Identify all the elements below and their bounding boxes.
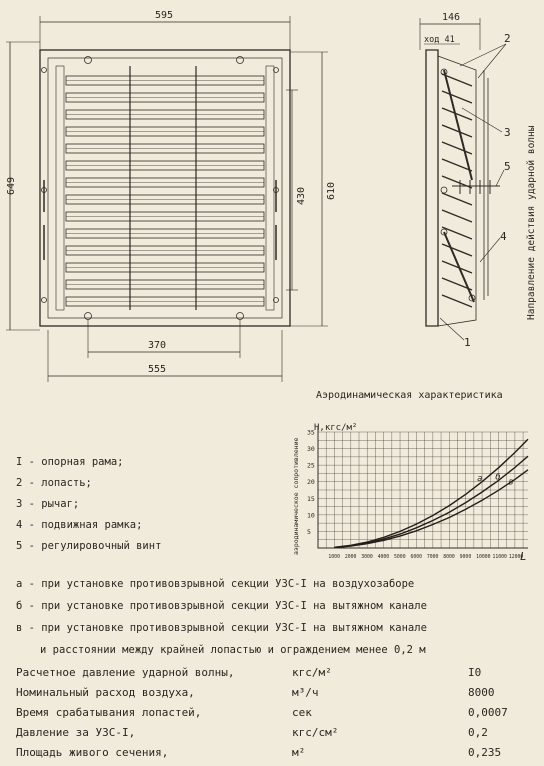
spec-unit: кгс/м² xyxy=(292,666,332,679)
spec-name: Номинальный расход воздуха, xyxy=(16,686,195,699)
callout-4: 4 xyxy=(500,230,507,243)
spec-row xyxy=(16,666,536,684)
spec-row xyxy=(16,706,536,724)
legend-item: 5 - регулировочный винт xyxy=(16,540,162,552)
dim-height-left: 649 xyxy=(6,176,17,195)
x-tick-label: 1000 xyxy=(328,555,340,560)
side-blade xyxy=(442,142,472,154)
dim-stroke: ход 41 xyxy=(424,35,455,45)
dim-width-inner: 370 xyxy=(148,340,167,351)
spec-name: Время срабатывания лопастей, xyxy=(16,706,202,719)
note-line: а - при установке противовзрывной секции УЗС-I на воздухозаборе xyxy=(16,578,415,590)
x-tick-label: 10000 xyxy=(476,555,491,560)
y-tick-label: 10 xyxy=(307,511,315,520)
dim-side-width: 146 xyxy=(442,12,461,23)
chart-ylabel: Н,кгс/м² xyxy=(314,423,358,433)
spec-unit: м³/ч xyxy=(292,686,319,699)
y-tick-label: 35 xyxy=(307,428,315,437)
x-tick-label: 3000 xyxy=(361,555,373,560)
chart-ylabel-side: аэродинамическое сопротивление xyxy=(292,437,300,555)
x-tick-label: 8000 xyxy=(443,555,455,560)
x-tick-label: 7000 xyxy=(426,555,439,560)
dim-width-top: 595 xyxy=(155,10,174,21)
x-tick-label: 5000 xyxy=(394,555,406,560)
spec-value: 0,235 xyxy=(468,746,502,759)
dim-height-outer: 610 xyxy=(326,181,337,200)
chart-grid xyxy=(318,426,528,548)
y-tick-label: 15 xyxy=(307,494,315,503)
chart-axes xyxy=(318,426,528,548)
x-tick-label: 12000 xyxy=(508,555,524,560)
dim-height-inner: 430 xyxy=(296,186,307,205)
spec-value: I0 xyxy=(468,666,482,679)
spec-name: Давление за УЗС-I, xyxy=(16,726,136,739)
chart-title: Аэродинамическая характеристика xyxy=(316,390,503,401)
series-label: а xyxy=(477,474,483,485)
blades-group xyxy=(66,76,264,306)
dim-width-bottom: 555 xyxy=(148,364,167,375)
spec-value: 0,0007 xyxy=(468,706,508,719)
callout-5: 5 xyxy=(504,160,511,173)
side-blade xyxy=(442,210,472,222)
callout-2: 2 xyxy=(504,32,511,45)
callout-1: 1 xyxy=(464,336,471,349)
side-blade xyxy=(442,295,472,307)
x-tick-label: 4000 xyxy=(377,555,390,560)
shockwave-direction-label: Направление действия ударной волны xyxy=(526,125,537,320)
spec-unit: м² xyxy=(292,746,306,759)
spec-value: 0,2 xyxy=(468,726,488,739)
side-blade xyxy=(442,193,472,205)
spec-name: Расчетное давление ударной волны, xyxy=(16,666,235,679)
note-line: и расстоянии между крайней лопастью и ограждением менее 0,2 м xyxy=(40,644,426,656)
series-line-2 xyxy=(334,470,528,548)
note-line: б - при установке противовзрывной секции УЗС-I на вытяжном канале xyxy=(16,600,427,612)
spec-row xyxy=(16,746,536,764)
x-tick-label: 9000 xyxy=(459,555,472,560)
note-line: в - при установке противовзрывной секции УЗС-I на вытяжном канале xyxy=(16,622,427,634)
spec-unit: кгс/см² xyxy=(292,726,339,739)
series-label: в xyxy=(508,477,514,488)
x-tick-label: 11000 xyxy=(492,555,507,560)
spec-value: 8000 xyxy=(468,686,495,699)
side-blade xyxy=(442,125,472,137)
y-tick-label: 30 xyxy=(307,445,315,454)
side-blade xyxy=(442,244,472,256)
callout-3: 3 xyxy=(504,126,511,139)
spec-row xyxy=(16,686,536,704)
side-blade xyxy=(442,91,472,103)
chart-xlabel: L xyxy=(520,550,527,563)
x-tick-label: 6000 xyxy=(410,555,422,560)
series-line-1 xyxy=(334,456,528,547)
y-tick-label: 5 xyxy=(307,527,311,536)
series-label: б xyxy=(495,472,501,483)
spec-row xyxy=(16,726,536,744)
chart-series xyxy=(334,439,528,547)
x-tick-label: 2000 xyxy=(344,555,357,560)
spec-name: Площадь живого сечения, xyxy=(16,746,169,759)
legend-item: 3 - рычаг; xyxy=(16,498,80,510)
series-line-0 xyxy=(334,439,528,547)
legend-item: 2 - лопасть; xyxy=(16,477,92,489)
legend-item: 4 - подвижная рамка; xyxy=(16,519,143,531)
y-tick-label: 20 xyxy=(307,478,315,487)
spec-unit: сек xyxy=(292,706,312,719)
y-tick-label: 25 xyxy=(307,461,315,470)
legend-item: I - опорная рама; xyxy=(16,456,124,468)
side-blades xyxy=(442,74,472,307)
chart-ticks xyxy=(307,429,523,561)
